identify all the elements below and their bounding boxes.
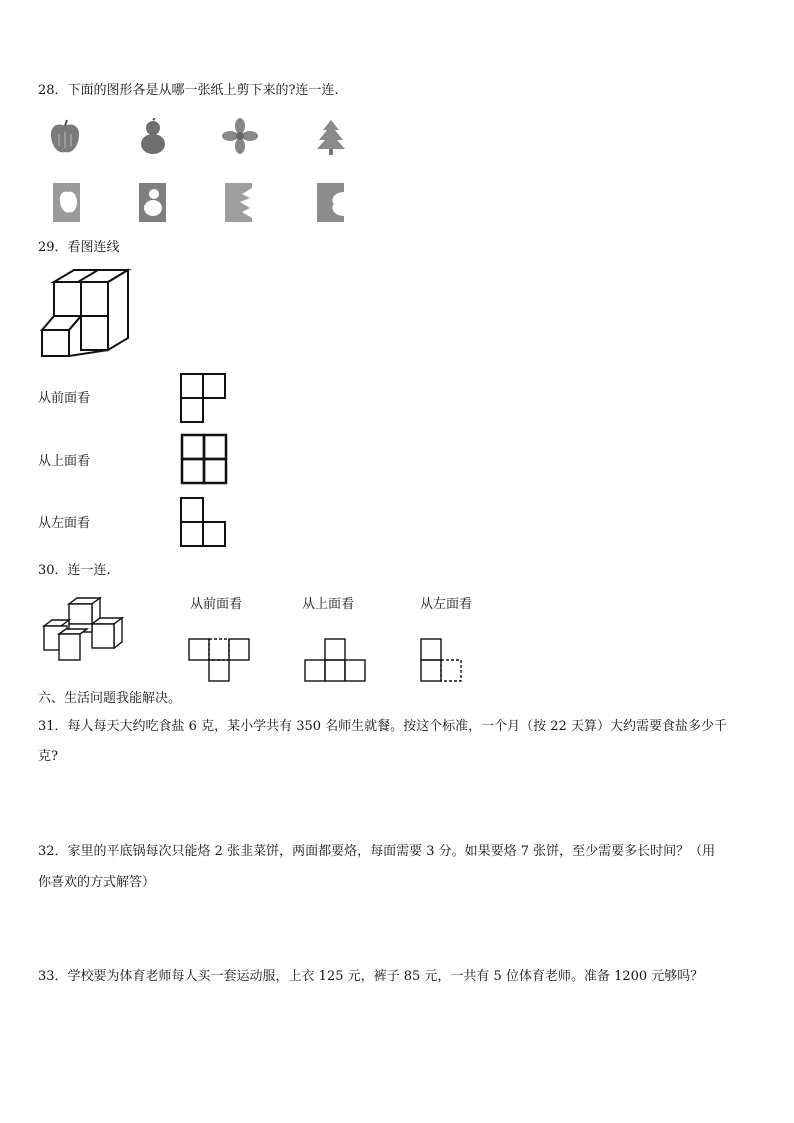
apple-shape[interactable]: [48, 118, 82, 156]
section6-title: 六、生活问题我能解决。: [38, 691, 182, 706]
q30-view-top[interactable]: [304, 638, 368, 684]
q30-label-top: 从上面看: [302, 597, 355, 612]
gourd-shape[interactable]: [138, 118, 168, 156]
q29-view-shape-3[interactable]: [179, 496, 229, 550]
q29-cube-stack: [40, 268, 132, 362]
tree-shape[interactable]: [314, 118, 348, 156]
q30-view-front[interactable]: [188, 638, 254, 684]
q32-line2: 你喜欢的方式解答）: [38, 875, 156, 890]
q29-view-shape-1[interactable]: [179, 372, 229, 426]
paper-apple-cutout[interactable]: [52, 182, 82, 224]
q28-text: 28．下面的图形各是从哪一张纸上剪下来的?连一连.: [38, 83, 339, 98]
q30-view-left[interactable]: [420, 638, 464, 684]
q30-text: 30．连一连.: [38, 563, 111, 578]
q30-cube-cross: [42, 596, 126, 662]
q29-label-front: 从前面看: [38, 391, 91, 406]
q32-line1: 32．家里的平底锅每次只能烙 2 张韭菜饼，两面都要烙，每面需要 3 分。如果要烙 7 张饼，至少需要多长时间？（用: [38, 844, 716, 859]
q30-label-front: 从前面看: [190, 597, 243, 612]
q31-line1: 31．每人每天大约吃食盐 6 克，某小学共有 350 名师生就餐。按这个标准，一个月（按 22 天算）大约需要食盐多少千: [38, 719, 727, 734]
paper-flower-cutout[interactable]: [224, 182, 254, 224]
paper-tree-cutout[interactable]: [316, 182, 346, 224]
q33-line1: 33．学校要为体育老师每人买一套运动服，上衣 125 元，裤子 85 元，一共有 5 位体育老师。准备 1200 元够吗？: [38, 969, 704, 984]
paper-gourd-cutout[interactable]: [138, 182, 168, 224]
q29-label-top: 从上面看: [38, 454, 91, 469]
q29-label-left: 从左面看: [38, 516, 91, 531]
q31-line2: 克?: [38, 749, 58, 764]
q29-view-shape-2[interactable]: [180, 433, 230, 487]
flower-shape[interactable]: [222, 118, 258, 154]
q29-text: 29．看图连线: [38, 240, 120, 255]
q30-label-left: 从左面看: [420, 597, 473, 612]
